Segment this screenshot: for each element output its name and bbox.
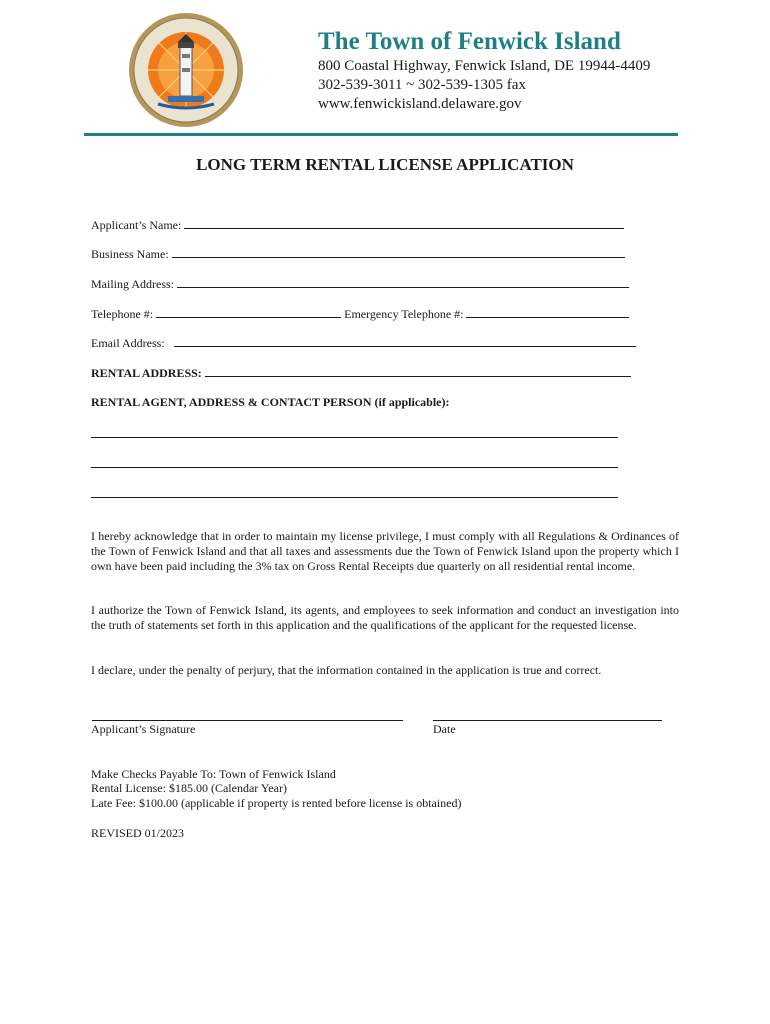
authorization-paragraph: I authorize the Town of Fenwick Island, its agents, and employees to seek information and conduct an investigation into the truth of statements set forth in this application and the qualifications of the applicant for the requested license.: [91, 603, 679, 632]
town-phone: 302-539-3011 ~ 302-539-1305 fax: [318, 77, 526, 93]
rental-agent-line-2[interactable]: [91, 467, 618, 468]
date-line[interactable]: [433, 720, 662, 721]
rental-agent-line-1[interactable]: [91, 437, 618, 438]
telephone-field[interactable]: [91, 306, 629, 322]
late-fee-text: Late Fee: $100.00 (applicable if property is rented before license is obtained): [91, 796, 462, 810]
applicant-name-blank[interactable]: [184, 217, 624, 229]
acknowledgement-paragraph: I hereby acknowledge that in order to maintain my license privilege, I must comply with all Regulations & Ordinances of the Town of Fenwick Island and that all taxes and assessments due the Town of Fenwick Island upon the property which I own have been paid including the 3% tax on Gross Rental Receipts due quarterly on all residential rental income.: [91, 529, 679, 573]
applicant-name-field[interactable]: [91, 217, 624, 233]
mailing-address-label: Mailing Address:: [91, 277, 174, 291]
rental-agent-label: RENTAL AGENT, ADDRESS & CONTACT PERSON (if applicable):: [91, 395, 450, 409]
email-field[interactable]: [91, 335, 636, 351]
form-title: LONG TERM RENTAL LICENSE APPLICATION: [196, 155, 574, 174]
header-divider: [84, 133, 678, 136]
emergency-telephone-label: Emergency Telephone #:: [344, 307, 464, 321]
town-website: www.fenwickisland.delaware.gov: [318, 96, 522, 112]
business-name-field[interactable]: [91, 246, 625, 262]
business-name-blank[interactable]: [172, 246, 625, 258]
date-label: Date: [433, 722, 456, 736]
mailing-address-blank[interactable]: [177, 276, 629, 288]
applicant-name-label: Applicant’s Name:: [91, 218, 182, 232]
rental-license-fee-text: Rental License: $185.00 (Calendar Year): [91, 781, 287, 795]
town-name: The Town of Fenwick Island: [318, 28, 621, 55]
town-seal-logo: [128, 12, 244, 128]
signature-line[interactable]: [92, 720, 403, 721]
revised-date-text: REVISED 01/2023: [91, 826, 184, 840]
emergency-telephone-blank[interactable]: [466, 306, 629, 318]
signature-label: Applicant’s Signature: [91, 722, 196, 736]
business-name-label: Business Name:: [91, 247, 169, 261]
town-address: 800 Coastal Highway, Fenwick Island, DE 19944-4409: [318, 58, 651, 74]
rental-address-label: RENTAL ADDRESS:: [91, 366, 202, 380]
mailing-address-field[interactable]: [91, 276, 629, 292]
telephone-blank[interactable]: [156, 306, 341, 318]
rental-address-blank[interactable]: [205, 365, 631, 377]
rental-address-field[interactable]: [91, 365, 631, 381]
rental-agent-line-3[interactable]: [91, 497, 618, 498]
declaration-paragraph: I declare, under the penalty of perjury, that the information contained in the application is true and correct.: [91, 663, 602, 677]
email-label: Email Address:: [91, 336, 165, 350]
telephone-label: Telephone #:: [91, 307, 154, 321]
checks-payable-text: Make Checks Payable To: Town of Fenwick Island: [91, 767, 336, 781]
email-blank[interactable]: [174, 335, 636, 347]
